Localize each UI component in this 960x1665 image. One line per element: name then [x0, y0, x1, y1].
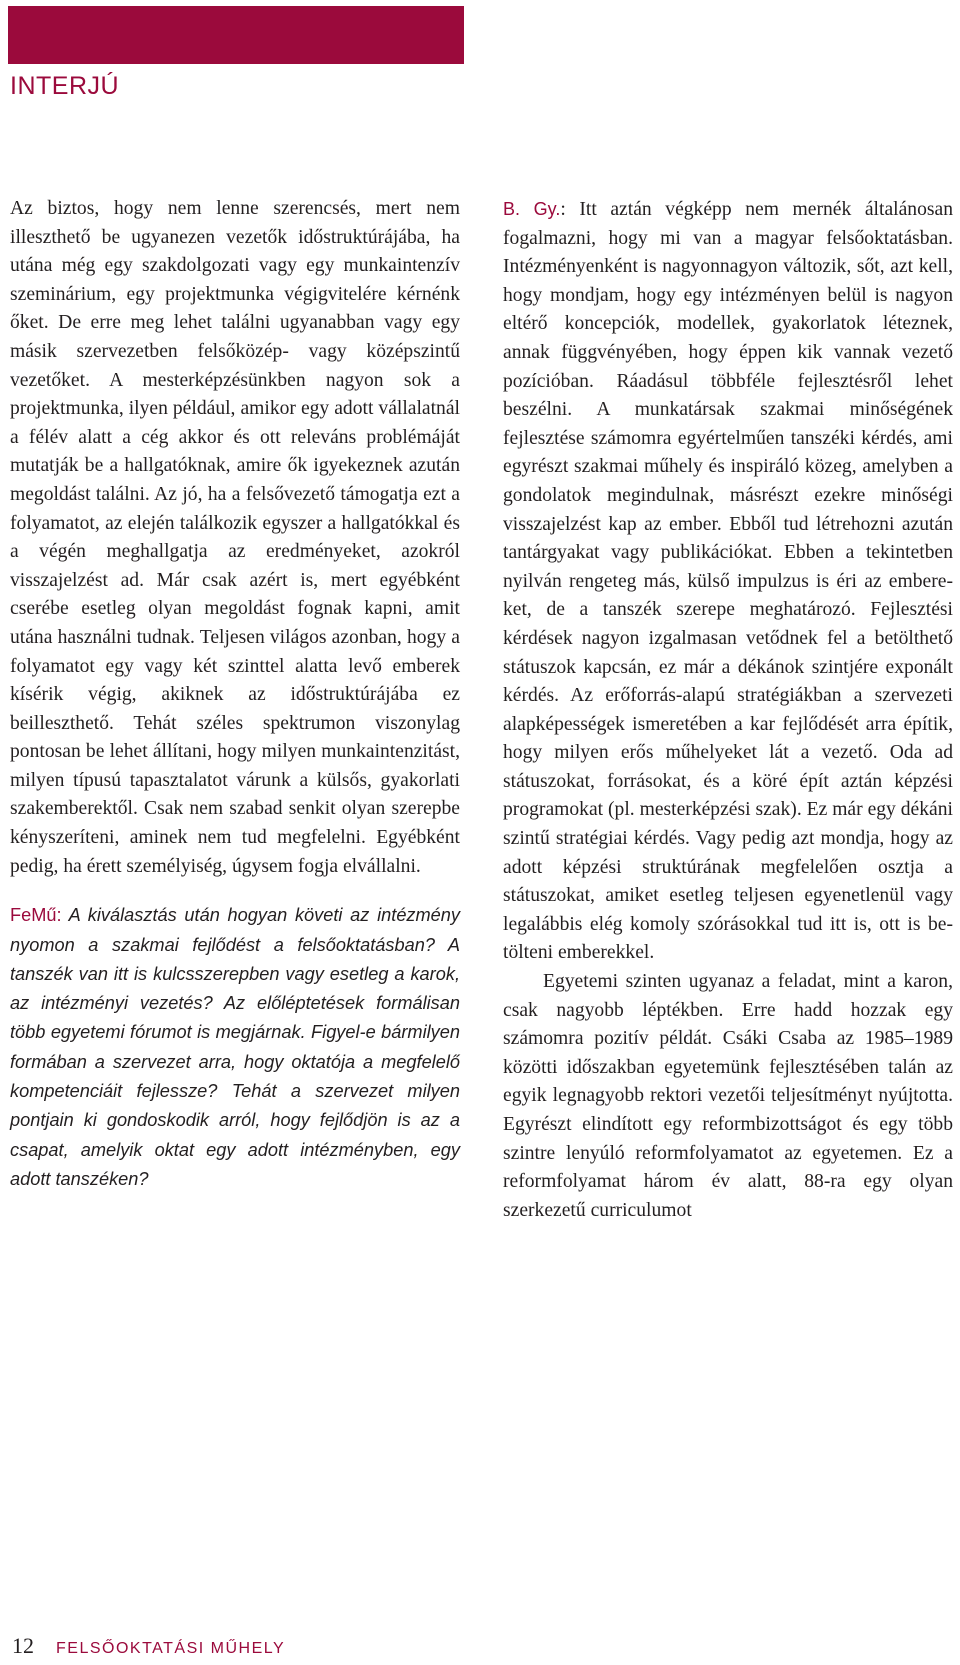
section-label: INTERJÚ: [10, 72, 120, 100]
answer-text: : Itt aztán végképp nem mernék általánosan fogalmazni, hogy mi van a magyar felsőoktatásban. Intézményenként is nagyonnagyon változik, sőt, azt kell, hogy mondjam, hogy egy intézményen belül is nagyon eltérő koncepciók, modellek, gyakorlatok léteznek, annak függvényében, hogy éppen kik vannak vezető pozícióban. Ráadásul többféle fejlesztésről lehet beszélni. A munkatársak szakmai minőségének fejlesztése számomra egyértelműen tanszéki kérdés, ami egyrészt szakmai műhely és inspiráló közeg, amelyben a gondolatok megindulnak, másrészt ezekre minőségi visszajelzést kap az ember. Ebből tud létrehozni azután tantárgyakat vagy publikációkat. Ebben a tekintetben nyilván rengeteg más, külső impulzus is éri az embereket, de a tanszék szerepe meghatározó. Fejlesztési kérdések nagyon izgalmasan vetődnek fel a betölthető státuszok kapcsán, ez már a dékánok szintjére exponált kérdés. Az erőforrás-alapú stratégiákban a szervezeti alapképességek ismeretében a kar fejlődését arra építik, hogy milyen erős műhelyeket lát a vezető. Oda ad státuszokat, forrásokat, és a köré épít aztán képzési programokat (pl. mesterképzési szak). Ez már egy dékáni szintű stratégiai kérdés. Vagy pedig azt mondja, hogy az adott képzési struktúrának megfelelően osztja a státuszokat, amiket esetleg teljesen egyenetlenül vagy legalábbis elég komoly szórásokkal tud itt is, ott is betölteni emberekkel.: [503, 199, 953, 964]
interview-question: [10, 901, 460, 1194]
question-speaker: FeMű:: [10, 905, 62, 926]
page-number: 12: [12, 1633, 34, 1658]
page-footer: [12, 1633, 285, 1659]
interview-answer: [503, 195, 953, 968]
left-column: [10, 195, 460, 1194]
question-text: A kiválasztás után hogyan követi az intézmény nyomon a szakmai fejlődést a felsőoktatásban? A tanszék van itt is kulcsszerepben vagy esetleg a karok, az intézményi vezetés? Az előléptetések formálisan több egyetemi fórumot is megjárnak. Figyel-e bármilyen formában a szervezet arra, hogy oktatója a megfelelő kompetenciáit fejlessze? Tehát a szervezet milyen pontjain ki gondoskodik arról, hogy fejlődjön is az a csapat, amelyik oktat egy adott intézményben, egy adott tanszéken?: [10, 905, 460, 1189]
right-column: [503, 195, 953, 1225]
body-paragraph: Egyetemi szinten ugyanaz a feladat, mint a karon, csak nagyobb léptékben. Erre hadd hozzak egy számomra pozitív példát. Csáki Csaba az 1985–1989 közötti időszakban egyetemünk fejlesztésében talán az egyik legnagyobb rektori vezetői teljesítményt nyújtotta. Egyrészt elindított egy reformbizottságot és egy több szintre lenyúló reformfolyamatot az egyetemen. Ez a reformfolyamat három év alatt, 88-ra egy olyan szerkezetű curriculumot: [503, 971, 953, 1221]
header-color-bar: [8, 6, 464, 64]
answer-speaker: B. Gy.: [503, 199, 561, 219]
journal-name: FELSŐOKTATÁSI MŰHELY: [56, 1640, 286, 1657]
body-paragraph: Az biztos, hogy nem lenne szerencsés, mert nem illeszthető be ugyanezen vezetők időstruktúrájába, ha utána még egy szakdolgozati vagy egy munkaintenzív szeminárium, egy projektmunka végigvitelére kérnénk őket. De erre meg lehet találni ugyanabban vagy egy másik szervezetben felsőközép- vagy középszintű vezetőket. A mesterképzésünkben nagyon sok a projektmunka, ilyen például, amikor egy adott vállalatnál a félév alatt a cég akkor és ott releváns problémáját mutatják be a hallgatóknak, amire ők igyekeznek azután megoldást találni. Az jó, ha a felsővezető támogatja ezt a folyamatot, az elején találkozik egyszer a hallgatókkal és a végén meghallgatja az eredményeket, azokról visszajelzést ad. Már csak azért is, mert egyébként cserébe esetleg olyan megoldást fognak kapni, amit utána használni tudnak. Teljesen világos azonban, hogy a folyamatot egy vagy két szinttel alatta levő emberek kísérik végig, akiknek az időstruktúrájába ez beilleszthető. Tehát széles spektrumon viszonylag pontosan be lehet állítani, hogy milyen munkaintenzitást, milyen típusú tapasztalatot várunk a külsős, gyakorlati szakemberektől. Csak nem szabad senkit olyan szerepbe kényszeríteni, aminek nem tud megfelelni. Egyébként pedig, ha érett személyiség, úgysem fogja elvállalni.: [10, 198, 460, 877]
